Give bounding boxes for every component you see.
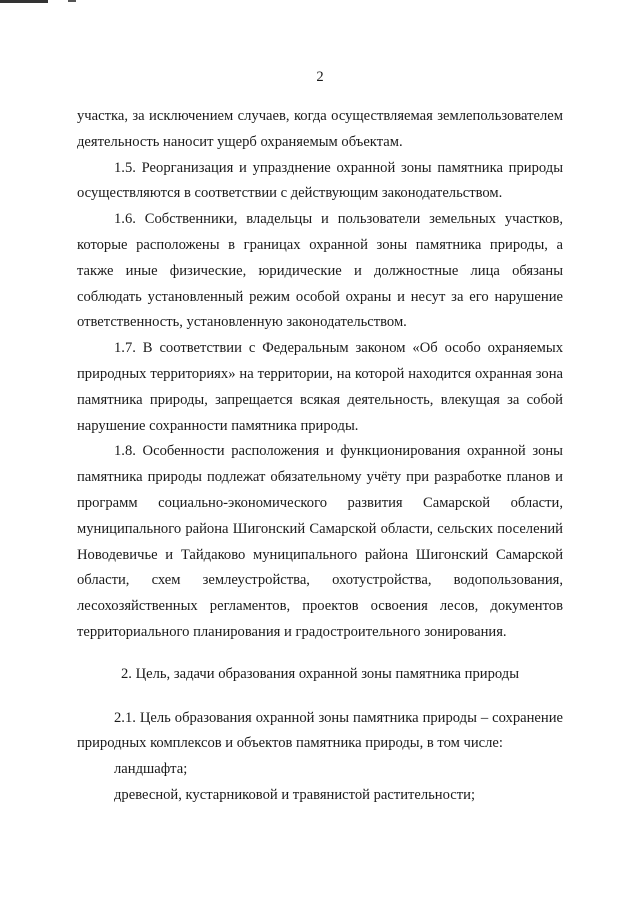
- scan-artifact-mark: [0, 0, 48, 3]
- paragraph-continuation: участка, за исключением случаев, когда осуществляемая землепользователем деятельность наносит ущерб охраняемым объектам.: [77, 108, 563, 150]
- paragraph-1-5: 1.5. Реорганизация и упразднение охранной зоны памятника природы осуществляются в соответствии с действующим законодательством.: [77, 159, 563, 202]
- paragraph-2-1: 2.1. Цель образования охранной зоны памятника природы – сохранение природных комплексов и объектов памятника природы, в том числе:: [77, 709, 563, 752]
- scan-artifact-mark-small: [68, 0, 76, 2]
- list-item-landscape: ландшафта;: [114, 761, 188, 778]
- document-page: [77, 68, 563, 809]
- section-heading: 2. Цель, задачи образования охранной зоны памятника природы: [121, 665, 519, 682]
- list-item-vegetation: древесной, кустарниковой и травянистой растительности;: [114, 786, 475, 803]
- paragraph-1-8: 1.8. Особенности расположения и функционирования охранной зоны памятника природы подлежат обязательному учёту при разработке планов и программ социально-экономического развития Самарской области, муниципального района Шигонский Самарской области, сельских поселений Новодевичье и Тайдаково муниципального района Шигонский Самарской области, схем землеустройства, охотустройства, водопользования, лесохозяйственных регламентов, проектов освоения лесов, документов территориального планирования и градостроительного зонирования.: [77, 443, 563, 640]
- paragraph-1-7: 1.7. В соответствии с Федеральным законом «Об особо охраняемых природных территориях» на территории, на которой находится охранная зона памятника природы, запрещается всякая деятельность, влекущая за собой нарушение сохранности памятника природы.: [77, 340, 563, 434]
- paragraph-1-6: 1.6. Собственники, владельцы и пользователи земельных участков, которые расположены в границах охранной зоны памятника природы, а также иные физические, юридические и должностные лица обязаны соблюдать установленный режим особой охраны и несут за его нарушение ответственность, установленную законодательством.: [77, 211, 563, 331]
- page-number: 2: [316, 69, 324, 85]
